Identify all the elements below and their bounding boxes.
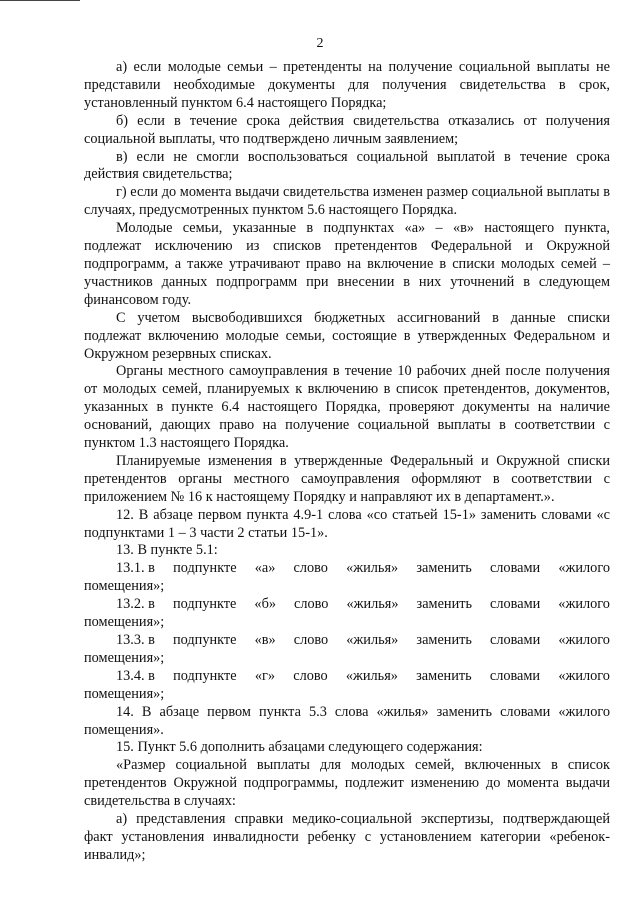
word: подпункте bbox=[173, 560, 237, 577]
subitem-13-3 bbox=[84, 632, 610, 668]
word: слово bbox=[293, 667, 328, 684]
word: 13.3. в bbox=[116, 632, 155, 648]
word: словами bbox=[489, 560, 541, 577]
word: «жилья» bbox=[345, 667, 398, 684]
word: заменить bbox=[416, 560, 472, 577]
subitem-line bbox=[84, 596, 610, 614]
paragraph-verification: Органы местного самоуправления в течение 10 рабочих дней после получения от молодых семей, планируемых к включению в список претендентов, документов, указанных в пункте 6.4 настоящего Порядка, проверяют документы на наличие оснований, дающих право на получение социальной выплаты в соответствии с пунктом 1.3 настоящего Порядка. bbox=[84, 363, 610, 452]
subitem-continuation: помещения»; bbox=[84, 614, 165, 631]
word: «жилого bbox=[558, 560, 610, 577]
word: «жилого bbox=[558, 596, 610, 613]
subitem-13-1 bbox=[84, 560, 610, 596]
paragraph-changes: Планируемые изменения в утвержденные Федеральный и Окружной списки претендентов органы местного самоуправления оформляют в соответствии с приложением № 16 к настоящему Порядку и направляют их в департамент.». bbox=[84, 452, 610, 505]
paragraph-b: б) если в течение срока действия свидетельства отказались от получения социальной выплаты, что подтверждено личным заявлением; bbox=[84, 112, 610, 147]
word: «б» bbox=[254, 596, 276, 613]
word: слово bbox=[293, 560, 328, 577]
word: заменить bbox=[416, 667, 472, 684]
word: подпункте bbox=[173, 632, 237, 648]
subitem-continuation: помещения»; bbox=[84, 578, 165, 595]
word: слово bbox=[294, 596, 329, 613]
subitem-line bbox=[84, 560, 610, 578]
paragraph-g: г) если до момента выдачи свидетельства изменен размер социальной выплаты в случаях, предусмотренных пунктом 5.6 настоящего Порядка. bbox=[84, 184, 610, 219]
subitem-13-4 bbox=[84, 668, 610, 704]
subitem-13-2 bbox=[84, 596, 610, 632]
paragraph-exclusion: Молодые семьи, указанные в подпунктах «а» – «в» настоящего пункта, подлежат исключению из списков претендентов Федеральной и Окружной подпрограмм, а также утрачивают право на включение в списки молодых семей – участников данных подпрограмм при внесении в них уточнений в следующем финансовом году. bbox=[84, 220, 610, 308]
word: «жилого bbox=[558, 667, 610, 684]
word: 13.1. в bbox=[116, 560, 155, 577]
word: заменить bbox=[416, 596, 473, 613]
word: словами bbox=[489, 632, 541, 648]
subitem-line bbox=[84, 668, 610, 686]
word: заменить bbox=[416, 632, 472, 648]
subitem-continuation: помещения»; bbox=[84, 685, 165, 702]
word: словами bbox=[490, 596, 541, 613]
quoted-paragraph: «Размер социальной выплаты для молодых семей, включенных в список претендентов Окружной подпрограммы, подлежит изменению до момента выдачи свидетельства в случаях: bbox=[84, 757, 610, 810]
paragraph-reserve: С учетом высвободившихся бюджетных ассигнований в данные списки подлежат включению молодые семьи, состоящие в утвержденных Федеральном и Окружном резервных списках. bbox=[84, 309, 610, 362]
item-13: 13. В пункте 5.1: bbox=[116, 542, 218, 559]
word: «жилья» bbox=[346, 560, 399, 577]
corner-rule bbox=[0, 0, 80, 1]
paragraph-a: а) если молодые семьи – претенденты на получение социальной выплаты не представили необходимые документы для получения свидетельства в срок, установленный пунктом 6.4 настоящего Порядка; bbox=[84, 59, 610, 111]
document-body bbox=[84, 59, 610, 865]
word: «жилья» bbox=[346, 632, 399, 648]
page-number: 2 bbox=[316, 36, 324, 51]
word: «жилья» bbox=[346, 596, 399, 613]
paragraph-disability: а) представления справки медико-социальной экспертизы, подтверждающей факт установления инвалидности ребенку с установлением категории «ребенок-инвалид»; bbox=[84, 811, 610, 863]
word: подпункте bbox=[173, 667, 237, 684]
word: словами bbox=[489, 667, 541, 684]
subitem-continuation: помещения»; bbox=[84, 649, 165, 666]
item-14: 14. В абзаце первом пункта 5.3 слова «жилья» заменить словами «жилого помещения». bbox=[84, 703, 610, 738]
paragraph-v: в) если не смогли воспользоваться социальной выплатой в течение срока действия свидетельства; bbox=[84, 148, 610, 183]
word: 13.4. в bbox=[116, 667, 155, 684]
item-15: 15. Пункт 5.6 дополнить абзацами следующего содержания: bbox=[116, 739, 483, 756]
word: «а» bbox=[254, 560, 276, 577]
word: подпункте bbox=[172, 596, 237, 613]
word: 13.2. в bbox=[116, 596, 155, 613]
item-12: 12. В абзаце первом пункта 4.9-1 слова «со статьей 15-1» заменить словами «с подпунктами 1 – 3 части 2 статьи 15-1». bbox=[84, 506, 610, 541]
word: «в» bbox=[254, 632, 276, 648]
word: слово bbox=[293, 632, 329, 648]
word: «г» bbox=[254, 667, 275, 684]
word: «жилого bbox=[558, 632, 610, 648]
subitem-line bbox=[84, 632, 610, 650]
